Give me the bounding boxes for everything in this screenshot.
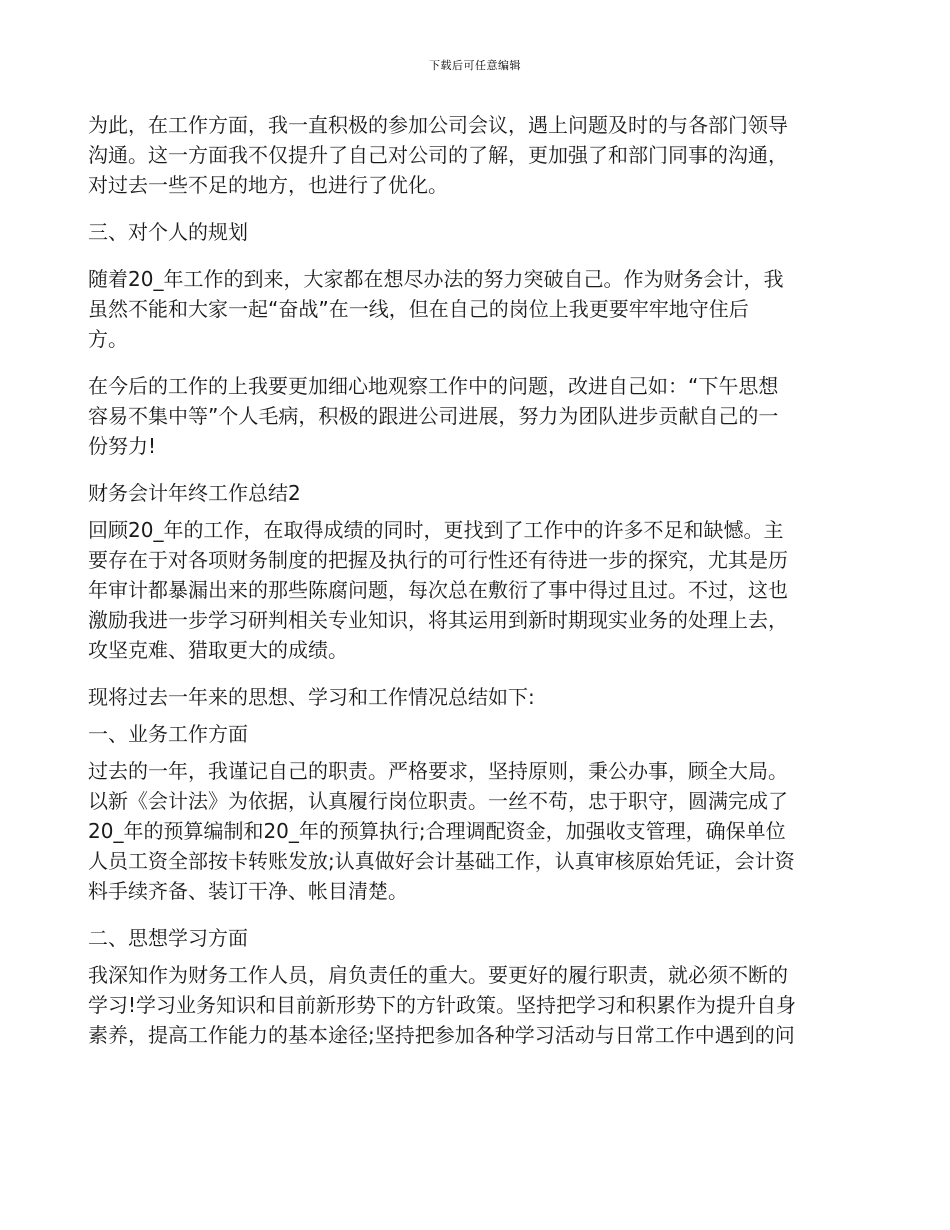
text-line: 在今后的工作的上我要更加细心地观察工作中的问题，改进自己如：“下午思想	[88, 374, 779, 398]
text-line: 随着20_年工作的到来，大家都在想尽办法的努力突破自己。作为财务会计，我	[88, 267, 784, 291]
text-line: 要存在于对各项财务制度的把握及执行的可行性还有待进一步的探究，尤其是历	[88, 548, 788, 572]
text-line: 回顾20_年的工作，在取得成绩的同时，更找到了工作中的许多不足和缺憾。主	[88, 518, 784, 542]
text-line: 过去的一年，我谨记自己的职责。严格要求，坚持原则，秉公办事，顾全大局。	[88, 759, 788, 783]
text-line: 20_年的预算编制和20_年的预算执行;合理调配资金，加强收支管理，确保单位	[88, 819, 786, 843]
text-line: 攻坚克难、猎取更大的成绩。	[88, 638, 348, 662]
text-line: 激励我进一步学习研判相关专业知识，将其运用到新时期现实业务的处理上去，	[88, 608, 788, 632]
section-heading: 三、对个人的规划	[88, 220, 248, 244]
text-line: 我深知作为财务工作人员，肩负责任的重大。要更好的履行职责，就必须不断的	[88, 963, 788, 987]
text-line: 为此，在工作方面，我一直积极的参加公司会议，遇上问题及时的与各部门领导	[88, 113, 788, 137]
text-line: 素养，提高工作能力的基本途径;坚持把参加各种学习活动与日常工作中遇到的问	[88, 1023, 795, 1047]
section-title: 财务会计年终工作总结2	[88, 481, 301, 505]
document-body	[88, 110, 864, 1050]
text-line: 容易不集中等”个人毛病，积极的跟进公司进展，努力为团队进步贡献自己的一	[88, 404, 779, 428]
text-line: 虽然不能和大家一起“奋战”在一线，但在自己的岗位上我更要牢牢地守住后	[88, 297, 749, 321]
text-line: 对过去一些不足的地方，也进行了优化。	[88, 173, 448, 197]
text-line: 现将过去一年来的思想、学习和工作情况总结如下:	[88, 685, 535, 709]
text-line: 学习!学习业务知识和目前新形势下的方针政策。坚持把学习和积累作为提升自身	[88, 993, 797, 1017]
text-line: 以新《会计法》为依据，认真履行岗位职责。一丝不苟，忠于职守，圆满完成了	[88, 789, 788, 813]
text-line: 料手续齐备、装订干净、帐目清楚。	[88, 879, 408, 903]
text-line: 方。	[88, 327, 128, 351]
section-heading: 二、思想学习方面	[88, 926, 248, 950]
text-line: 份努力!	[88, 434, 157, 458]
text-line: 人员工资全部按卡转账发放;认真做好会计基础工作，认真审核原始凭证，会计资	[88, 849, 795, 873]
page-header: 下载后可任意编辑	[429, 59, 521, 72]
section-heading: 一、业务工作方面	[88, 722, 248, 746]
text-line: 年审计都暴漏出来的那些陈腐问题，每次总在敷衍了事中得过且过。不过，这也	[88, 578, 788, 602]
text-line: 沟通。这一方面我不仅提升了自己对公司的了解，更加强了和部门同事的沟通，	[88, 143, 788, 167]
